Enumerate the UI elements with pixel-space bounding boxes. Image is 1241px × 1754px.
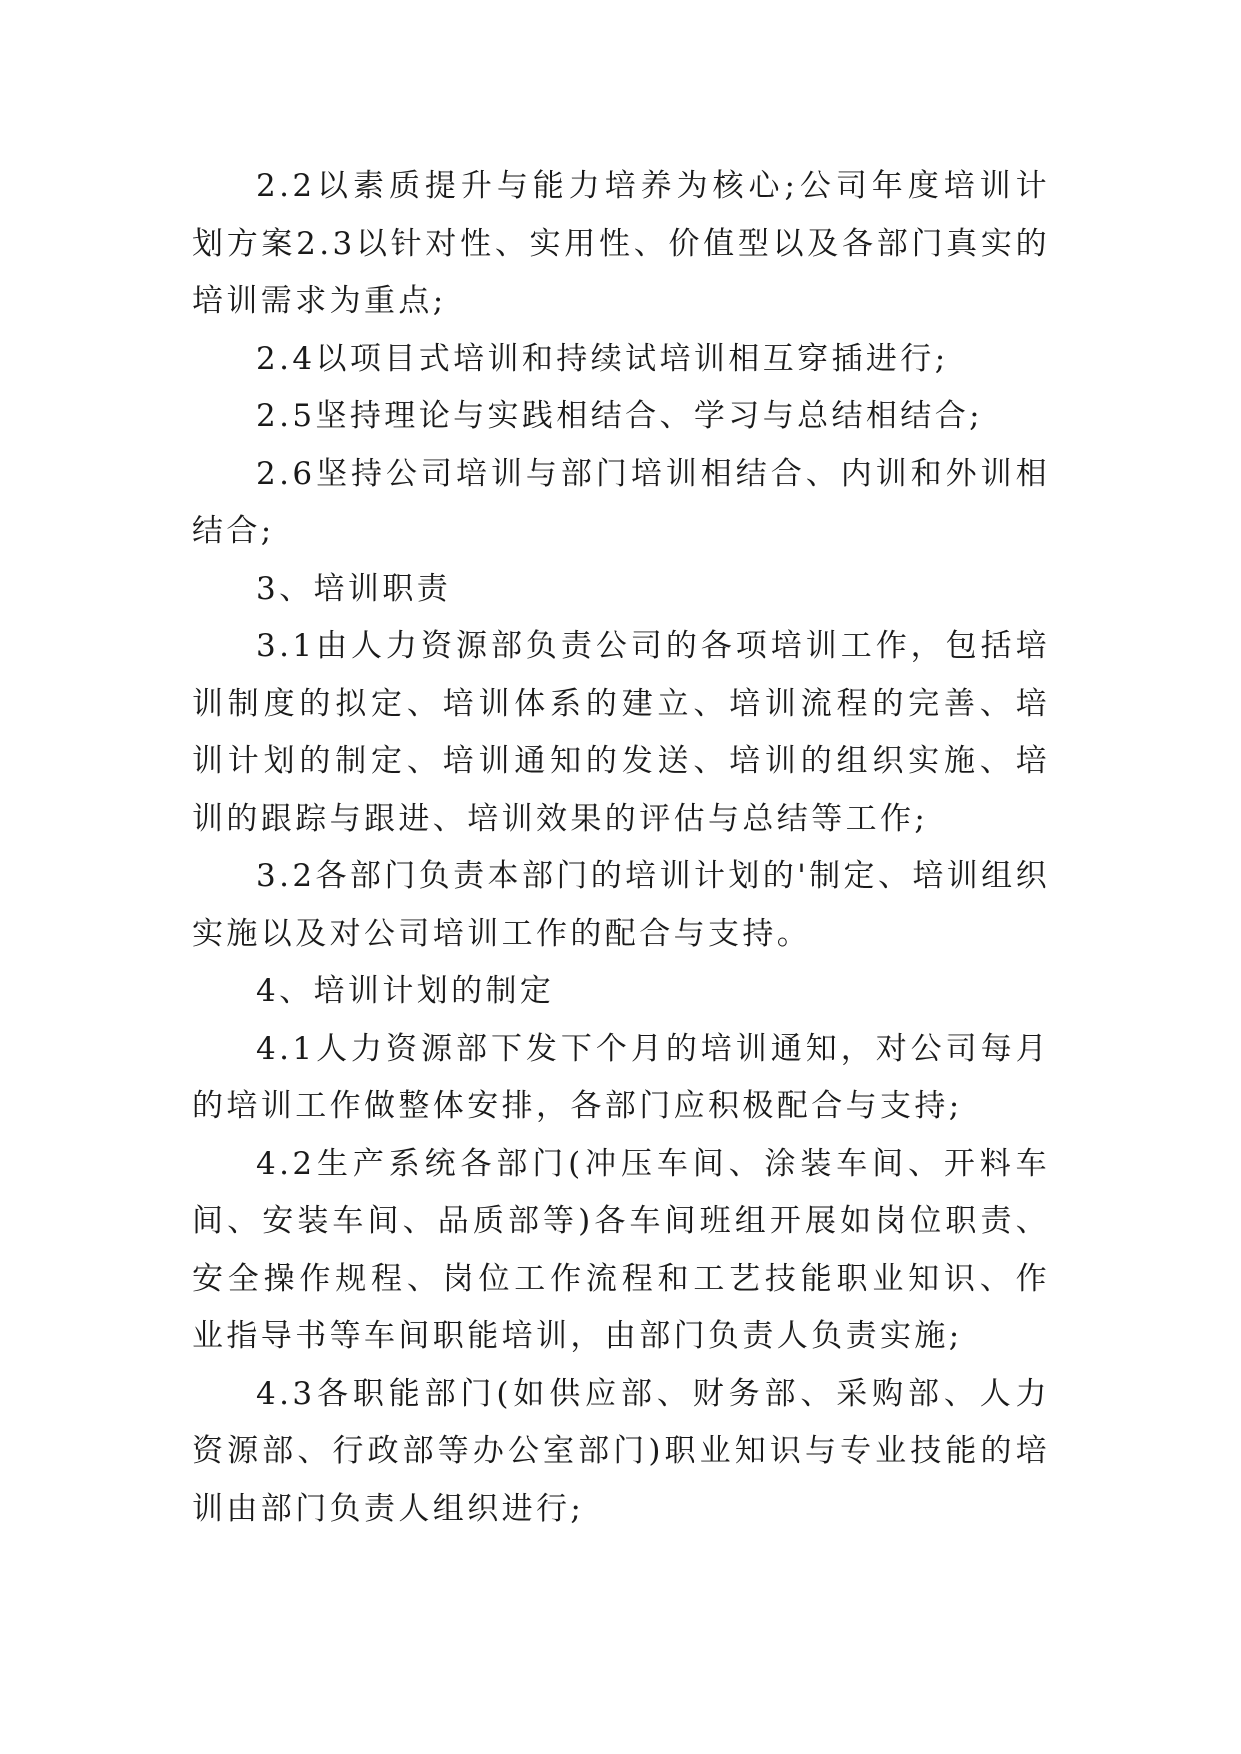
section-heading-3: 3、培训职责 <box>256 570 452 607</box>
paragraph-principle-2-2: 2.2以素质提升与能力培养为核心;公司年度培训计划方案2.3以针对性、实用性、价值型以及各部门真实的培训需求为重点; <box>192 168 1050 319</box>
paragraph-duty-3-1: 3.1由人力资源部负责公司的各项培训工作，包括培训制度的拟定、培训体系的建立、培训流程的完善、培训计划的制定、培训通知的发送、培训的组织实施、培训的跟踪与跟进、培训效果的评估与总结等工作; <box>192 628 1050 837</box>
paragraph-plan-4-1: 4.1人力资源部下发下个月的培训通知，对公司每月的培训工作做整体安排，各部门应积极配合与支持; <box>192 1030 1050 1124</box>
paragraph-plan-4-2: 4.2生产系统各部门(冲压车间、涂装车间、开料车间、安装车间、品质部等)各车间班组开展如岗位职责、安全操作规程、岗位工作流程和工艺技能职业知识、作业指导书等车间职能培训，由部门负责人负责实施; <box>192 1145 1050 1354</box>
paragraph-principle-2-4: 2.4以项目式培训和持续试培训相互穿插进行; <box>256 340 949 377</box>
paragraph-principle-2-6: 2.6坚持公司培训与部门培训相结合、内训和外训相结合; <box>192 455 1050 549</box>
section-heading-4: 4、培训计划的制定 <box>256 973 555 1009</box>
paragraph-plan-4-3: 4.3各职能部门(如供应部、财务部、采购部、人力资源部、行政部等办公室部门)职业知识与专业技能的培训由部门负责人组织进行; <box>192 1375 1050 1527</box>
paragraph-principle-2-5: 2.5坚持理论与实践相结合、学习与总结相结合; <box>256 398 983 434</box>
paragraph-duty-3-2: 3.2各部门负责本部门的培训计划的'制定、培训组织实施以及对公司培训工作的配合与支持。 <box>192 858 1050 952</box>
document-body <box>192 158 1050 1538</box>
